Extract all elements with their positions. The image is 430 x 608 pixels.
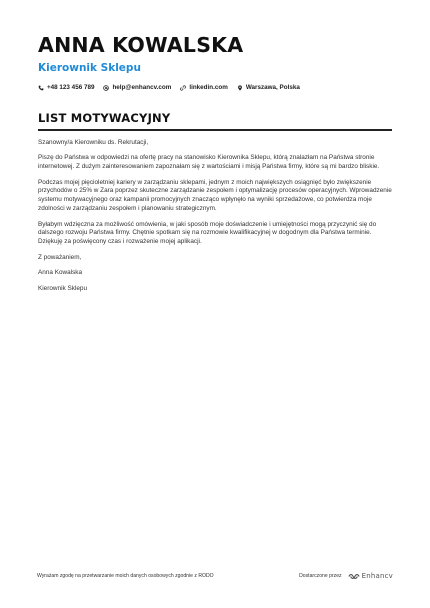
signature-name: Anna Kowalska — [38, 269, 83, 277]
salutation: Szanowny/a Kierowniku ds. Rekrutacji, — [38, 138, 149, 146]
contact-linkedin[interactable] — [180, 84, 228, 91]
contact-email[interactable] — [103, 84, 171, 91]
signature-title: Kierownik Sklepu — [38, 284, 88, 292]
enhancv-logo[interactable] — [348, 572, 393, 580]
section-divider — [38, 129, 392, 131]
candidate-name: ANNA KOWALSKA — [38, 33, 244, 57]
paragraph-3: Byłabym wdzięczna za możliwość omówienia, w jaki sposób moje doświadczenie i umiejętności mogą przyczynić się do dalszego rozwoju Państwa firmy. Chętnie spotkam się na rozmowie kwalifikacyjnej w dogodnym dla Państwa terminie. Dziękuję za poświęcony czas i rozważenie mojej aplikacji. — [38, 220, 377, 246]
provided-by-label: Dostarczone przez — [299, 573, 342, 579]
enhancv-logo-icon — [348, 573, 360, 580]
brand-name: Enhancv — [361, 572, 393, 580]
contact-location — [237, 84, 300, 91]
header — [38, 33, 392, 91]
footer — [37, 572, 393, 580]
link-icon — [180, 85, 186, 91]
contact-phone[interactable] — [38, 84, 94, 91]
paragraph-1: Piszę do Państwa w odpowiedzi na ofertę pracy na stanowisko Kierownika Sklepu, którą znalazłam na Państwa stronie internetowej. Z dużym zainteresowaniem zapoznałam się z wartościami i misją Państwa firmy, które są mi bardzo bliskie. — [38, 154, 380, 170]
phone-icon — [38, 85, 44, 91]
footer-branding — [299, 572, 393, 580]
phone-text: +48 123 456 789 — [47, 84, 95, 91]
location-pin-icon — [237, 85, 243, 91]
closing: Z poważaniem, — [38, 253, 82, 261]
section-title: LIST MOTYWACYJNY — [38, 111, 171, 125]
email-text: help@enhancv.com — [112, 84, 172, 91]
letter-section — [38, 111, 392, 301]
paragraph-2: Podczas mojej pięcioletniej kariery w zarządzaniu sklepami, jednym z moich największych osiągnięć było zwiększenie przychodów o 25% w Zara poprzez skuteczne zarządzanie zespołem i optymalizację procesów operacyjnych. Wprowadzenie systemu motywacyjnego oraz kampanii promocyjnych znacząco wpłynęło na wyniki sprzedażowe, co potwierdza moje zdolności w zarządzaniu zespołem i planowaniu strategicznym. — [38, 178, 392, 212]
linkedin-text: linkedin.com — [189, 84, 228, 91]
at-icon — [103, 85, 109, 91]
location-text: Warszawa, Polska — [245, 84, 300, 91]
candidate-title: Kierownik Sklepu — [38, 62, 141, 74]
consent-text: Wyrażam zgodę na przetwarzanie moich danych osobowych zgodnie z RODO — [37, 573, 214, 579]
letter-body — [38, 139, 392, 294]
contact-row — [38, 84, 392, 91]
